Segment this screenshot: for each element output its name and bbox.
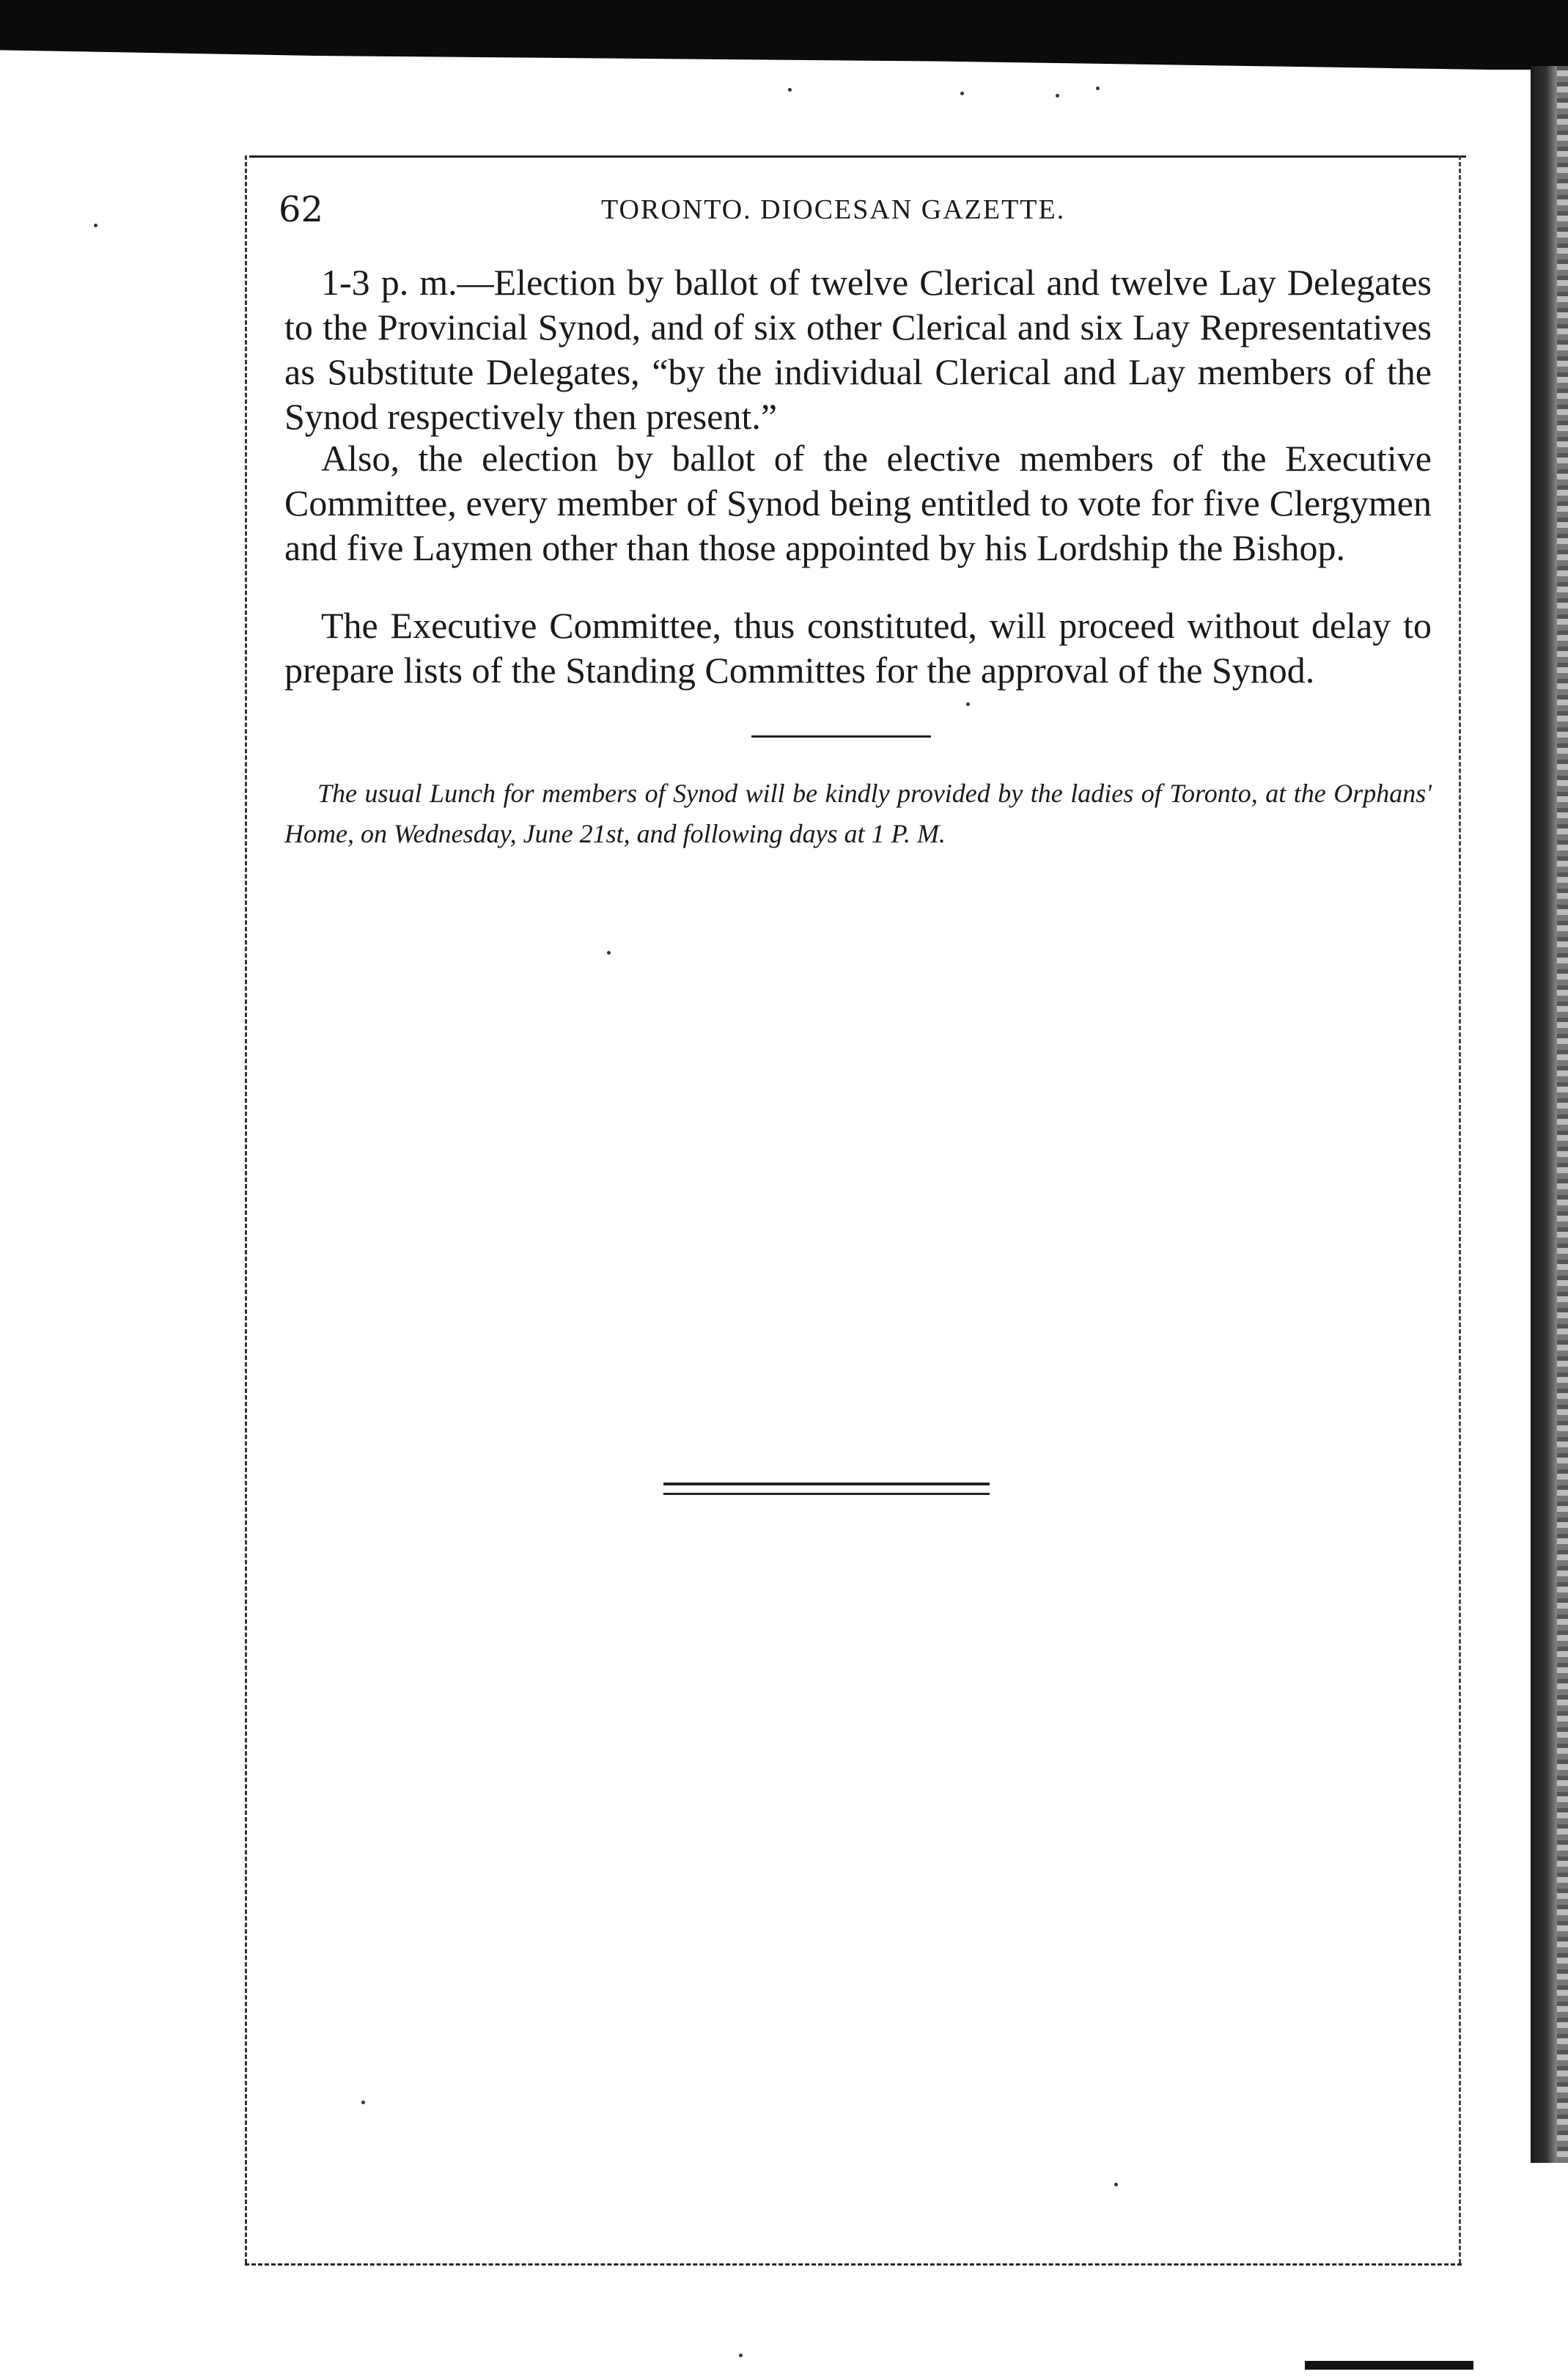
scan-bottom-mark (1305, 2361, 1473, 2370)
scan-speck (1114, 2183, 1118, 2186)
paragraph-election-delegates: 1-3 p. m.—Election by ballot of twelve Clerical and twelve Lay Delegates to the Provincial Synod, and of six other Clerical and six Lay Representatives as Substitute Delegates, “by the individual Clerical and Lay members of the Synod respectively then present.” (284, 262, 1432, 437)
end-rule (663, 1483, 990, 1495)
scan-speck (1056, 94, 1059, 98)
scan-binding-edge (1557, 66, 1568, 2163)
scan-speck (739, 2354, 743, 2357)
lunch-notice: The usual Lunch for members of Synod will be kindly provided by the ladies of Toronto, at the Orphans' Home, on Wednesday, June 21st, and following days at 1 P. M. (284, 779, 1432, 848)
scan-top-edge (0, 0, 1568, 70)
paragraph-executive-committee-election: Also, the election by ballot of the elective members of the Executive Committee, every member of Synod being entitled to vote for five Clergymen and five Laymen other than those appointed by his Lordship the Bishop. (284, 438, 1432, 568)
page-frame-bottom (245, 2263, 1462, 2266)
paragraph-standing-committees: The Executive Committee, thus constituted, will proceed without delay to prepare lists of the Standing Committes for the approval of the Synod. (284, 605, 1432, 691)
section-divider (751, 735, 931, 738)
running-head: TORONTO. DIOCESAN GAZETTE. (601, 194, 1066, 225)
page-frame-top (249, 155, 1466, 158)
scan-speck (1096, 87, 1100, 90)
scan-speck (607, 951, 611, 955)
scan-speck (960, 92, 964, 95)
page-number: 62 (279, 189, 324, 230)
scan-binding-spine (1531, 66, 1557, 2163)
page-frame-right (1459, 155, 1461, 2263)
scan-speck (788, 88, 792, 92)
scan-speck (966, 702, 970, 706)
scan-speck (94, 224, 97, 227)
scan-speck (361, 2101, 365, 2104)
page-frame-left (245, 155, 247, 2263)
